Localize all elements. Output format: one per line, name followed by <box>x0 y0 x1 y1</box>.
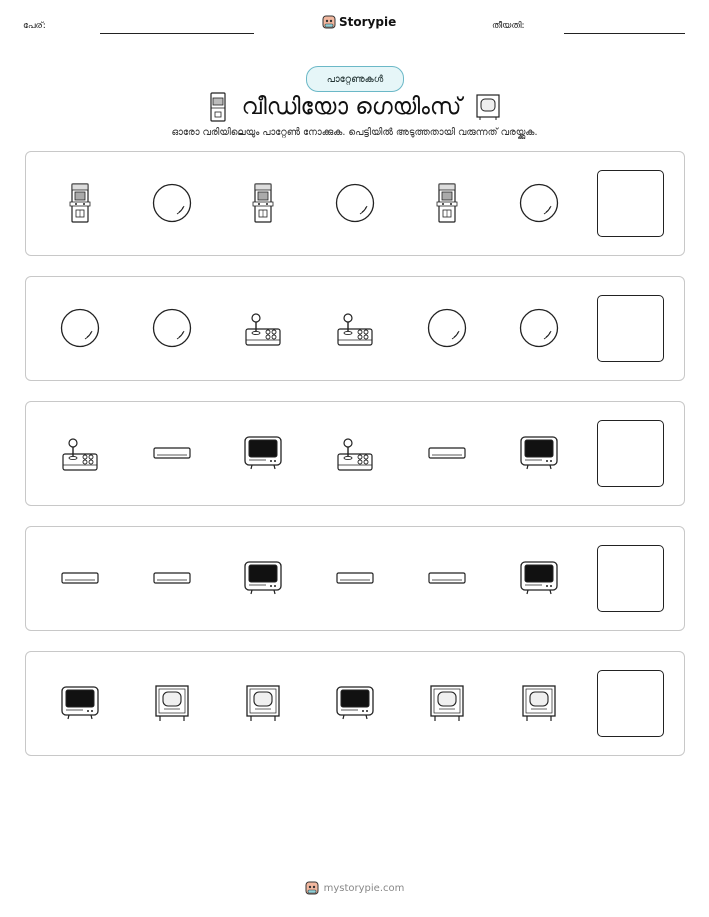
bubble-icon <box>152 308 192 348</box>
arcade-cabinet-icon <box>243 183 283 223</box>
answer-box[interactable] <box>597 670 664 737</box>
bubble-icon <box>427 308 467 348</box>
answer-box[interactable] <box>597 295 664 362</box>
bar-icon <box>427 433 467 473</box>
pattern-row-4 <box>25 526 685 631</box>
bar-icon <box>335 558 375 598</box>
storypie-logo <box>322 14 396 30</box>
bar-icon <box>60 558 100 598</box>
page-title <box>0 90 709 124</box>
retro-tv-icon <box>335 683 375 723</box>
retro-tv-icon <box>519 558 559 598</box>
footer-url: mystorypie.com <box>323 882 405 894</box>
worksheet-header <box>0 14 709 38</box>
topic-badge: പാറ്റേണുകൾ <box>306 66 404 92</box>
retro-tv-icon <box>243 433 283 473</box>
storypie-mascot-icon <box>322 14 336 30</box>
retro-tv-icon <box>243 558 283 598</box>
bubble-icon <box>335 183 375 223</box>
name-line <box>100 33 254 34</box>
retro-tv-icon <box>60 683 100 723</box>
arcade-cabinet-icon <box>427 183 467 223</box>
footer <box>0 880 709 896</box>
date-label: തീയതി: <box>492 21 525 31</box>
bubble-icon <box>519 308 559 348</box>
bar-icon <box>152 558 192 598</box>
joystick-icon <box>60 433 100 473</box>
pattern-row-5 <box>25 651 685 756</box>
joystick-icon <box>335 308 375 348</box>
bubble-icon <box>60 308 100 348</box>
pattern-row-3 <box>25 401 685 506</box>
arcade-cabinet-icon <box>208 92 228 122</box>
pattern-row-1 <box>25 151 685 256</box>
crt-cabinet-icon <box>152 683 192 723</box>
instruction-text: ഓരോ വരിയിലെയും പാറ്റേൺ നോക്കുക. പെട്ടിയിൽ അടുത്തതായി വരുന്നത് വരയ്ക്കുക. <box>171 127 538 138</box>
retro-tv-icon <box>519 433 559 473</box>
brand-text: Storypie <box>339 15 397 29</box>
crt-cabinet-icon <box>243 683 283 723</box>
date-line <box>564 33 685 34</box>
pattern-row-2 <box>25 276 685 381</box>
bar-icon <box>152 433 192 473</box>
bubble-icon <box>519 183 559 223</box>
answer-box[interactable] <box>597 170 664 237</box>
crt-cabinet-icon <box>427 683 467 723</box>
crt-cabinet-icon <box>519 683 559 723</box>
answer-box[interactable] <box>597 545 664 612</box>
bar-icon <box>427 558 467 598</box>
joystick-icon <box>243 308 283 348</box>
storypie-mascot-icon <box>305 880 319 896</box>
joystick-icon <box>335 433 375 473</box>
bubble-icon <box>152 183 192 223</box>
title-text: വീഡിയോ ഗെയിംസ് <box>241 94 462 120</box>
name-label: പേര്: <box>23 21 46 31</box>
crt-cabinet-icon <box>475 93 501 121</box>
answer-box[interactable] <box>597 420 664 487</box>
arcade-cabinet-icon <box>60 183 100 223</box>
